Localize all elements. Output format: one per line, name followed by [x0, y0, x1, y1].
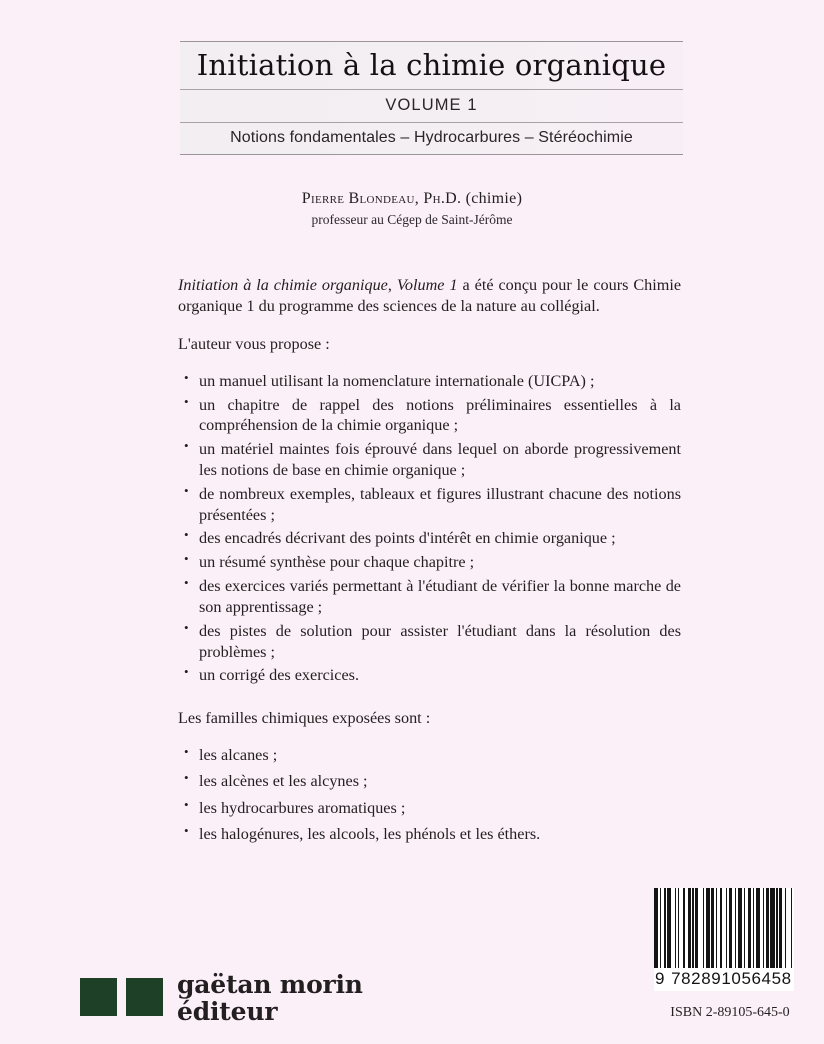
- volume-label: VOLUME 1: [385, 96, 478, 115]
- publisher-logo: [80, 972, 363, 1025]
- list-item: • les halogénures, les alcools, les phénols et les éthers.: [178, 824, 681, 845]
- barcode-digits: [654, 968, 794, 991]
- subtitle: Notions fondamentales – Hydrocarbures – Stéréochimie: [230, 129, 633, 147]
- list-item: • de nombreux exemples, tableaux et figures illustrant chacune des notions présentées ;: [178, 484, 681, 526]
- author-role: professeur au Cégep de Saint-Jérôme: [311, 212, 513, 227]
- list-item: • les hydrocarbures aromatiques ;: [178, 798, 681, 819]
- list-item: • un chapitre de rappel des notions préliminaires essentielles à la compréhension de la chimie organique ;: [178, 395, 681, 437]
- list-item: • des pistes de solution pour assister l'étudiant dans la résolution des problèmes ;: [178, 621, 681, 663]
- barcode-lead-digit: 9: [655, 969, 666, 988]
- author-block: [0, 190, 824, 228]
- intro-book-title: Initiation à la chimie organique: [178, 276, 388, 295]
- families-list: [178, 745, 681, 844]
- list-item: • un résumé synthèse pour chaque chapitre ;: [178, 552, 681, 573]
- author-name-caps: Pierre Blondeau, Ph.D.: [301, 190, 462, 207]
- list-item: • les alcènes et les alcynes ;: [178, 771, 681, 792]
- list-item: • des encadrés décrivant des points d'intérêt en chimie organique ;: [178, 528, 681, 549]
- logo-square-right: [126, 978, 163, 1016]
- families-lead-in: Les familles chimiques exposées sont :: [178, 709, 431, 728]
- barcode-right-group: 056458: [731, 969, 792, 988]
- publisher-name-line2: éditeur: [177, 996, 278, 1026]
- intro-separator: ,: [387, 276, 397, 295]
- list-item: • un manuel utilisant la nomenclature internationale (UICPA) ;: [178, 371, 681, 392]
- list-item: • les alcanes ;: [178, 745, 681, 766]
- features-lead-in: L'auteur vous propose :: [178, 334, 330, 353]
- barcode-image: [654, 888, 794, 968]
- barcode-block: [654, 888, 794, 1021]
- band-rule-bottom: [180, 154, 683, 155]
- title-band: [180, 41, 683, 155]
- list-item: • des exercices variés permettant à l'étudiant de vérifier la bonne marche de son apprentissage ;: [178, 576, 681, 618]
- barcode-left-group: 782891: [671, 969, 732, 988]
- author-name-suffix: (chimie): [461, 190, 523, 207]
- back-cover-copy: [178, 259, 681, 850]
- logo-square-left: [80, 978, 117, 1016]
- intro-paragraph: [178, 275, 681, 317]
- author-name: [0, 190, 824, 208]
- publisher-name: [177, 972, 363, 1025]
- list-item: • un matériel maintes fois éprouvé dans lequel on aborde progressivement les notions de base en chimie organique ;: [178, 439, 681, 481]
- list-item: • un corrigé des exercices.: [178, 665, 681, 686]
- isbn-text: ISBN 2-89105-645-0: [670, 1005, 790, 1020]
- publisher-name-line1: gaëtan morin: [177, 970, 363, 999]
- page-title: Initiation à la chimie organique: [196, 48, 667, 82]
- intro-rest: a été conçu pour le cours Chimie organique 1 du programme des sciences de la nature au collégial.: [178, 276, 681, 316]
- intro-volume: Volume 1: [396, 276, 458, 295]
- features-list: [178, 371, 681, 686]
- logo-squares-icon: [80, 978, 163, 1016]
